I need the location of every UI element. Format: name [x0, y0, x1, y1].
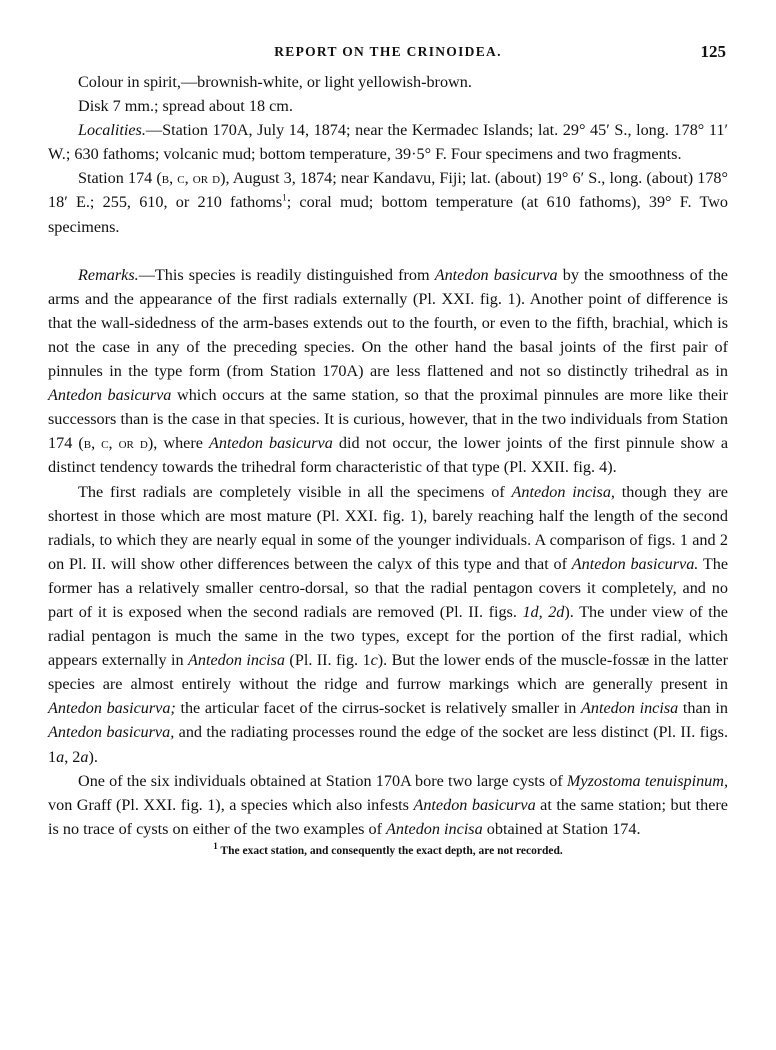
species-name: Antedon incisa: [581, 699, 679, 718]
radials-text: ). The under view of the radial pentagon is much the same in the two types, except for the portion of the first radial, which appears externally in: [48, 602, 728, 670]
radials-text: though they are shortest in those which are most mature (Pl. XXI. fig. 1), barely reaching half the length of the second radials, to which they are nearly equal in some of the younger individuals. A comparison of figs. 1 and 2 on Pl. II. will show other differences between the calyx of this type and that of: [48, 482, 728, 573]
radials-text: and the radiating processes round the edge of the socket are less distinct (Pl. II. figs. 1: [48, 723, 728, 766]
station-174-text-a: Station 174 (: [78, 169, 162, 188]
remarks-text: which occurs at the same station, so that the proximal pinnules are more like their successors than is the case in that species. It is curious, however, that in the two individuals from Station 174 (: [48, 386, 728, 453]
page: [48, 40, 728, 857]
cysts-text: obtained at Station 174.: [482, 819, 641, 838]
species-name: Antedon incisa,: [511, 482, 615, 501]
species-name: Antedon basicurva: [434, 265, 558, 284]
section-gap: [48, 239, 728, 263]
remarks-text: did not occur, the lower joints of the first pinnule show a distinct tendency towards the trihedral form characteristic of that type (Pl. XXII. fig. 4).: [48, 434, 729, 477]
remarks-text: —This species is readily distinguished from: [138, 265, 435, 284]
species-name: Antedon incisa: [187, 651, 286, 670]
footnote-mark: 1: [213, 841, 218, 852]
figure-ref: 1d, 2d: [522, 602, 565, 621]
species-name: Myzostoma tenuispinum,: [566, 771, 729, 790]
colour-line: Colour in spirit,—brownish-white, or light yellowish-brown.: [78, 73, 472, 91]
cysts-text: One of the six individuals obtained at Station 170A bore two large cysts of: [78, 771, 567, 790]
station-174-text-c: ; coral mud; bottom temperature (at 610 fathoms), 39° F. Two specimens.: [48, 193, 728, 236]
remarks-paragraph: [48, 263, 728, 480]
localities-label: Localities.: [78, 121, 146, 140]
species-name: Antedon basicurva.: [571, 554, 699, 573]
disk-paragraph: [48, 94, 728, 118]
localities-text: —Station 170A, July 14, 1874; near the Kermadec Islands; lat. 29° 45′ S., long. 178° 11′ W.; 630 fathoms; volcanic mud; bottom temperature, 39·5° F. Four specimens and two fragments.: [48, 121, 728, 164]
radials-paragraph: [48, 480, 728, 769]
cysts-text: von Graff (Pl. XXI. fig. 1), a species which also infests: [48, 795, 414, 814]
localities-paragraph: [48, 118, 728, 166]
figure-ref: c: [370, 651, 378, 670]
radials-text: ).: [88, 747, 98, 766]
species-name: Antedon basicurva: [208, 434, 333, 453]
station-174-paragraph: [48, 166, 728, 238]
page-number: 125: [700, 42, 726, 61]
species-name: Antedon basicurva;: [48, 699, 176, 718]
running-title: REPORT ON THE CRINOIDEA.: [274, 44, 502, 59]
radials-text: , 2: [64, 747, 81, 766]
figure-ref: a: [80, 747, 89, 766]
station-174-smallcaps: b, c, or d: [161, 169, 221, 188]
disk-line: Disk 7 mm.; spread about 18 cm.: [78, 97, 293, 116]
station-174-text-b: ), August 3, 1874; near Kandavu, Fiji; lat. (about) 19° 6′ S., long. (about) 178° 18′ E.; 255, 610, or 210 fathoms: [48, 169, 728, 212]
figure-ref: a: [56, 747, 65, 766]
radials-text: ). But the lower ends of the muscle-fossæ in the latter species are almost entirely without the ridge and furrow markings which are generally present in: [48, 651, 728, 694]
station-smallcaps: b, c, or d: [83, 434, 148, 453]
species-name: Antedon basicurva: [413, 795, 536, 814]
footnote-text: The exact station, and consequently the exact depth, are not recorded.: [217, 844, 563, 857]
footnote: [48, 841, 728, 857]
footnote-reference: 1: [282, 193, 287, 204]
cysts-paragraph: [48, 769, 728, 841]
radials-text: the articular facet of the cirrus-socket is relatively smaller in: [175, 699, 581, 718]
radials-text: than in: [678, 699, 728, 718]
remarks-label: Remarks.: [78, 265, 139, 284]
cysts-text: at the same station; but there is no trace of cysts on either of the two examples of: [48, 795, 728, 838]
colour-paragraph: [48, 70, 728, 94]
radials-text: The first radials are completely visible in all the specimens of: [78, 482, 512, 501]
remarks-text: by the smoothness of the arms and the appearance of the first radials externally (Pl. XXI. fig. 1). Another point of difference is that the wall-sidedness of the arm-bases extends out to the fourth, or even to the fifth, brachial, which is not the case in any of the preceding species. On the other hand the basal joints of the first pair of pinnules in the type form (from Station 170A) are less flattened and not so distinctly trihedral as in: [48, 265, 728, 381]
species-name: Antedon basicurva,: [48, 723, 175, 742]
species-name: Antedon incisa: [386, 819, 483, 838]
species-name: Antedon basicurva: [48, 386, 172, 405]
remarks-text: ), where: [147, 434, 209, 453]
running-head: [48, 40, 728, 70]
radials-text: (Pl. II. fig. 1: [285, 651, 371, 670]
body-text: [48, 70, 728, 841]
radials-text: The former has a relatively smaller centro-dorsal, so that the radial pentagon covers it completely, and no part of it is exposed when the second radials are removed (Pl. II. figs.: [48, 554, 729, 621]
